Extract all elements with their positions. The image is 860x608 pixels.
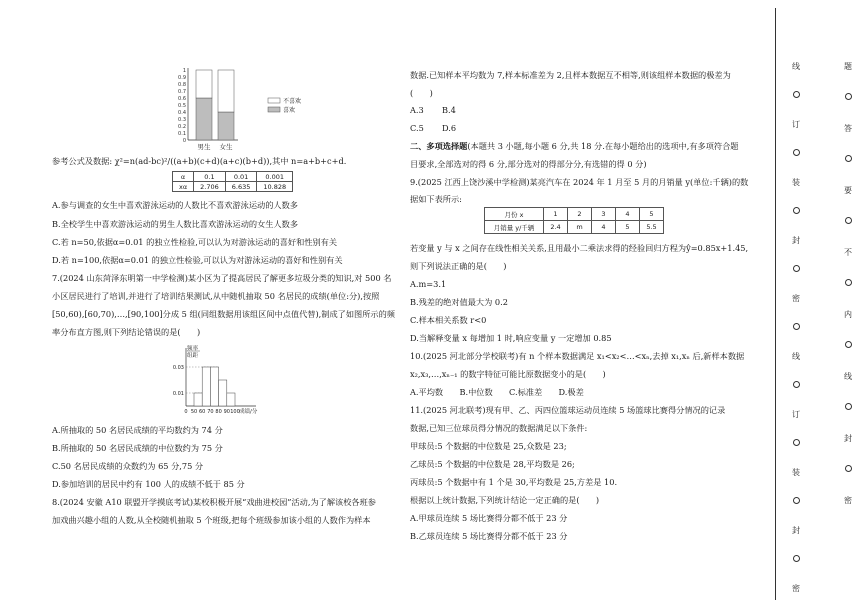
y-tick-label: 0.5	[178, 103, 186, 109]
circle-icon	[793, 149, 800, 156]
binding-char: 装	[792, 468, 800, 477]
q6-option-b: B.全校学生中喜欢游泳运动的男生人数比喜欢游泳运动的女生人数多	[52, 219, 299, 229]
binding-char: 订	[792, 120, 800, 129]
y-tick-label: 0.01	[172, 391, 184, 397]
legend-swatch-dislike	[268, 98, 280, 103]
binding-circle-icon	[786, 265, 806, 274]
y-tick-label: 0.7	[178, 89, 186, 95]
binding-char: 封	[844, 434, 852, 443]
binding-char: 要	[844, 186, 852, 195]
binding-char: 线	[792, 62, 800, 71]
score-histogram	[170, 344, 300, 414]
q9-stem-line-4: 则下列说法正确的是( )	[410, 261, 507, 271]
q8-option-a: A.3	[410, 105, 424, 115]
binding-circle-icon	[838, 465, 858, 474]
binding-char: 密	[844, 496, 852, 505]
category-label: 男生	[197, 143, 211, 151]
histogram-bar	[219, 380, 227, 406]
legend-label-dislike: 不喜欢	[283, 98, 302, 105]
circle-icon	[793, 91, 800, 98]
binding-char: 题	[844, 62, 852, 71]
y-tick-label: 0.03	[172, 365, 184, 371]
table-row: α 0.1 0.01 0.001	[173, 172, 293, 182]
table-row: xα 2.706 6.635 10.828	[173, 182, 293, 192]
q11-condition-jia: 甲球员:5 个数据的中位数是 25,众数是 23;	[410, 441, 567, 451]
q7-option-d: D.参加培训的居民中约有 100 人的成绩不低于 85 分	[52, 479, 245, 489]
section-2-title: 二、多项选择题	[410, 141, 468, 151]
x-tick-label: 60	[199, 409, 206, 414]
binding-margin-right	[838, 0, 858, 608]
circle-icon	[845, 465, 852, 472]
q9-option-c: C.样本相关系数 r<0	[410, 315, 487, 325]
binding-circle-icon	[838, 217, 858, 226]
category-label: 女生	[219, 143, 233, 151]
gender-preference-chart	[170, 62, 390, 154]
binding-circle-icon	[786, 149, 806, 158]
binding-char: 不	[844, 248, 852, 257]
circle-icon	[845, 155, 852, 162]
q7-stem-line-4: 率分布直方图,则下列结论错误的是( )	[52, 327, 201, 337]
bar-like	[218, 112, 234, 140]
y-tick-label: 0.3	[178, 117, 186, 123]
q8-stem-line-3: 数据.已知样本平均数为 7,样本标准差为 2,且样本数据互不相等,则该组样本数据的极差为	[410, 70, 731, 80]
x-tick-label: 50	[190, 409, 198, 414]
q11-option-b: B.乙球员连续 5 场比赛得分都不低于 23 分	[410, 531, 568, 541]
q6-option-a: A.参与调查的女生中喜欢游泳运动的人数比不喜欢游泳运动的人数多	[52, 200, 298, 210]
circle-icon	[793, 323, 800, 330]
q7-option-b: B.所抽取的 50 名居民成绩的中位数约为 75 分	[52, 443, 223, 453]
q7-option-c: C.50 名居民成绩的众数约为 65 分,75 分	[52, 461, 204, 471]
q7-option-a: A.所抽取的 50 名居民成绩的平均数约为 74 分	[52, 425, 223, 435]
binding-circle-icon	[838, 403, 858, 412]
binding-circle-icon	[786, 439, 806, 448]
table-row: 月份 x 1 2 3 4 5	[485, 208, 664, 221]
q9-option-d: D.当解释变量 x 每增加 1 时,响应变量 y 一定增加 0.85	[410, 333, 612, 343]
q9-option-a: A.m=3.1	[410, 279, 447, 289]
binding-circle-icon	[838, 155, 858, 164]
q10-options: A.平均数 B.中位数 C.标准差 D.极差	[410, 387, 584, 397]
q11-stem-line-1: 11.(2025 河北联考)现有甲、乙、丙四位篮球运动员连续 5 场篮球比赛得分情况的记录	[410, 405, 726, 415]
x-axis-label: 成绩/分	[239, 409, 258, 414]
x-tick-label: 70	[207, 409, 214, 414]
q9-stem-line-1: 9.(2025 江西上饶沙溪中学检测)某亮汽车在 2024 年 1 月至 5 月的月销量 y(单位:千辆)的数	[410, 177, 749, 187]
circle-icon	[793, 381, 800, 388]
q11-condition-bing: 丙球员:5 个数据中有 1 个是 30,平均数是 25,方差是 10.	[410, 477, 618, 487]
binding-char: 装	[792, 178, 800, 187]
x-tick-label: 80	[215, 409, 222, 414]
q7-stem-line-1: 7.(2024 山东菏泽东明第一中学检测)某小区为了提高居民了解更多垃圾分类的知识,对 500 名	[52, 273, 392, 283]
circle-icon	[793, 555, 800, 562]
circle-icon	[845, 279, 852, 286]
binding-circle-icon	[786, 497, 806, 506]
y-tick-label: 0	[182, 138, 186, 144]
y-tick-label: 0.6	[178, 96, 186, 102]
binding-circle-icon	[838, 93, 858, 102]
monthly-sales-table	[484, 207, 664, 234]
binding-line	[775, 8, 776, 600]
bar-like	[196, 98, 212, 140]
histogram-bar	[227, 393, 235, 406]
circle-icon	[845, 341, 852, 348]
circle-icon	[793, 265, 800, 272]
y-tick-label: 0.8	[178, 82, 186, 88]
bar-dislike	[196, 70, 212, 98]
x-tick-label: 90	[223, 409, 230, 414]
section-2-header	[410, 141, 738, 151]
q7-stem-line-3: [50,60),[60,70),…,[90,100]分成 5 组(同组数据用该组区间中点值代替),制成了如图所示的频	[52, 309, 395, 319]
binding-char: 订	[792, 410, 800, 419]
q9-stem-line-3: 若变量 y 与 x 之间存在线性相关关系,且用最小二乘法求得的经验回归方程为ŷ=0.85x+1.45,	[410, 243, 749, 253]
binding-circle-icon	[838, 341, 858, 350]
circle-icon	[845, 217, 852, 224]
binding-char: 线	[792, 352, 800, 361]
q11-condition-yi: 乙球员:5 个数据的中位数是 28,平均数是 26;	[410, 459, 575, 469]
q10-stem-line-2: x₂,x₃,…,xₙ₋₁ 的数字特征可能比原数据变小的是( )	[410, 369, 606, 379]
binding-char: 密	[792, 584, 800, 593]
y-tick-label: 0.2	[178, 124, 186, 130]
y-tick-label: 0.1	[178, 131, 186, 137]
histogram-bar	[202, 367, 210, 406]
histogram-bar	[194, 393, 202, 406]
binding-char: 密	[792, 294, 800, 303]
y-axis-label-2: 组距	[187, 353, 199, 359]
q10-stem-line-1: 10.(2025 河北部分学校联考)有 n 个样本数据满足 x₁<x₂<…<xₙ,去掉 x₁,xₙ 后,新样本数据	[410, 351, 745, 361]
q6-option-d: D.若 n=100,依据α=0.01 的独立性检验,可以认为对游泳运动的喜好和性别有关	[52, 255, 343, 265]
table-row: 月销量 y/千辆 2.4 m 4 5 5.5	[485, 221, 664, 234]
y-tick-label: 0.4	[178, 110, 186, 116]
binding-circle-icon	[786, 323, 806, 332]
section-2-instructions-line-2: 目要求,全部选对的得 6 分,部分选对的得部分分,有选错的得 0 分)	[410, 159, 647, 169]
binding-char: 线	[844, 372, 852, 381]
binding-char: 内	[844, 310, 852, 319]
y-tick-label: 1	[182, 68, 186, 74]
x-tick-label: 100	[230, 409, 240, 414]
circle-icon	[845, 403, 852, 410]
q8-option-c: C.5	[410, 123, 424, 133]
binding-char: 答	[844, 124, 852, 133]
critical-value-table	[172, 171, 293, 192]
binding-circle-icon	[786, 555, 806, 564]
histogram-bar	[210, 367, 218, 406]
q8-stem-line-1: 8.(2024 安徽 A10 联盟开学摸底考试)某校积极开展“戏曲进校园”活动,为了解该校各班参	[52, 497, 376, 507]
legend-swatch-like	[268, 107, 280, 112]
y-axis-label: 频率	[187, 346, 199, 352]
binding-circle-icon	[838, 279, 858, 288]
circle-icon	[793, 207, 800, 214]
q6-option-c: C.若 n=50,依据α=0.01 的独立性检验,可以认为对游泳运动的喜好和性别有关	[52, 237, 338, 247]
binding-circle-icon	[786, 381, 806, 390]
q8-option-b: B.4	[442, 105, 456, 115]
q8-option-d: D.6	[442, 123, 457, 133]
q9-stem-line-2: 据如下表所示:	[410, 194, 462, 204]
section-2-instructions: (本题共 3 小题,每小题 6 分,共 18 分.在每小题给出的选项中,有多项符合题	[467, 141, 739, 151]
binding-circle-icon	[786, 207, 806, 216]
q7-stem-line-2: 小区居民进行了培训,并进行了培训结果测试,从中随机抽取 50 名居民的成绩(单位:分),按照	[52, 291, 380, 301]
x-tick-label: 0	[184, 409, 188, 414]
q11-option-a: A.甲球员连续 5 场比赛得分都不低于 23 分	[410, 513, 568, 523]
binding-char: 封	[792, 236, 800, 245]
binding-char: 封	[792, 526, 800, 535]
q11-stem-line-2: 数据,已知三位球员得分情况的数据满足以下条件:	[410, 423, 588, 433]
q9-option-b: B.残差的绝对值最大为 0.2	[410, 297, 508, 307]
binding-circle-icon	[786, 91, 806, 100]
binding-margin-left	[786, 0, 806, 608]
reference-formula: 参考公式及数据: χ²=n(ad-bc)²/((a+b)(c+d)(a+c)(b+d)),其中 n=a+b+c+d.	[52, 156, 347, 166]
q11-question: 根据以上统计数据,下列统计结论一定正确的是( )	[410, 495, 600, 505]
legend-label-like: 喜欢	[283, 107, 296, 114]
circle-icon	[845, 93, 852, 100]
circle-icon	[793, 439, 800, 446]
circle-icon	[793, 497, 800, 504]
y-tick-label: 0.9	[178, 75, 186, 81]
q8-stem-paren: ( )	[410, 88, 433, 98]
q8-stem-line-2: 加戏曲兴趣小组的人数,从全校随机抽取 5 个班级,把每个班级参加该小组的人数作为样本	[52, 515, 371, 525]
bar-dislike	[218, 70, 234, 112]
